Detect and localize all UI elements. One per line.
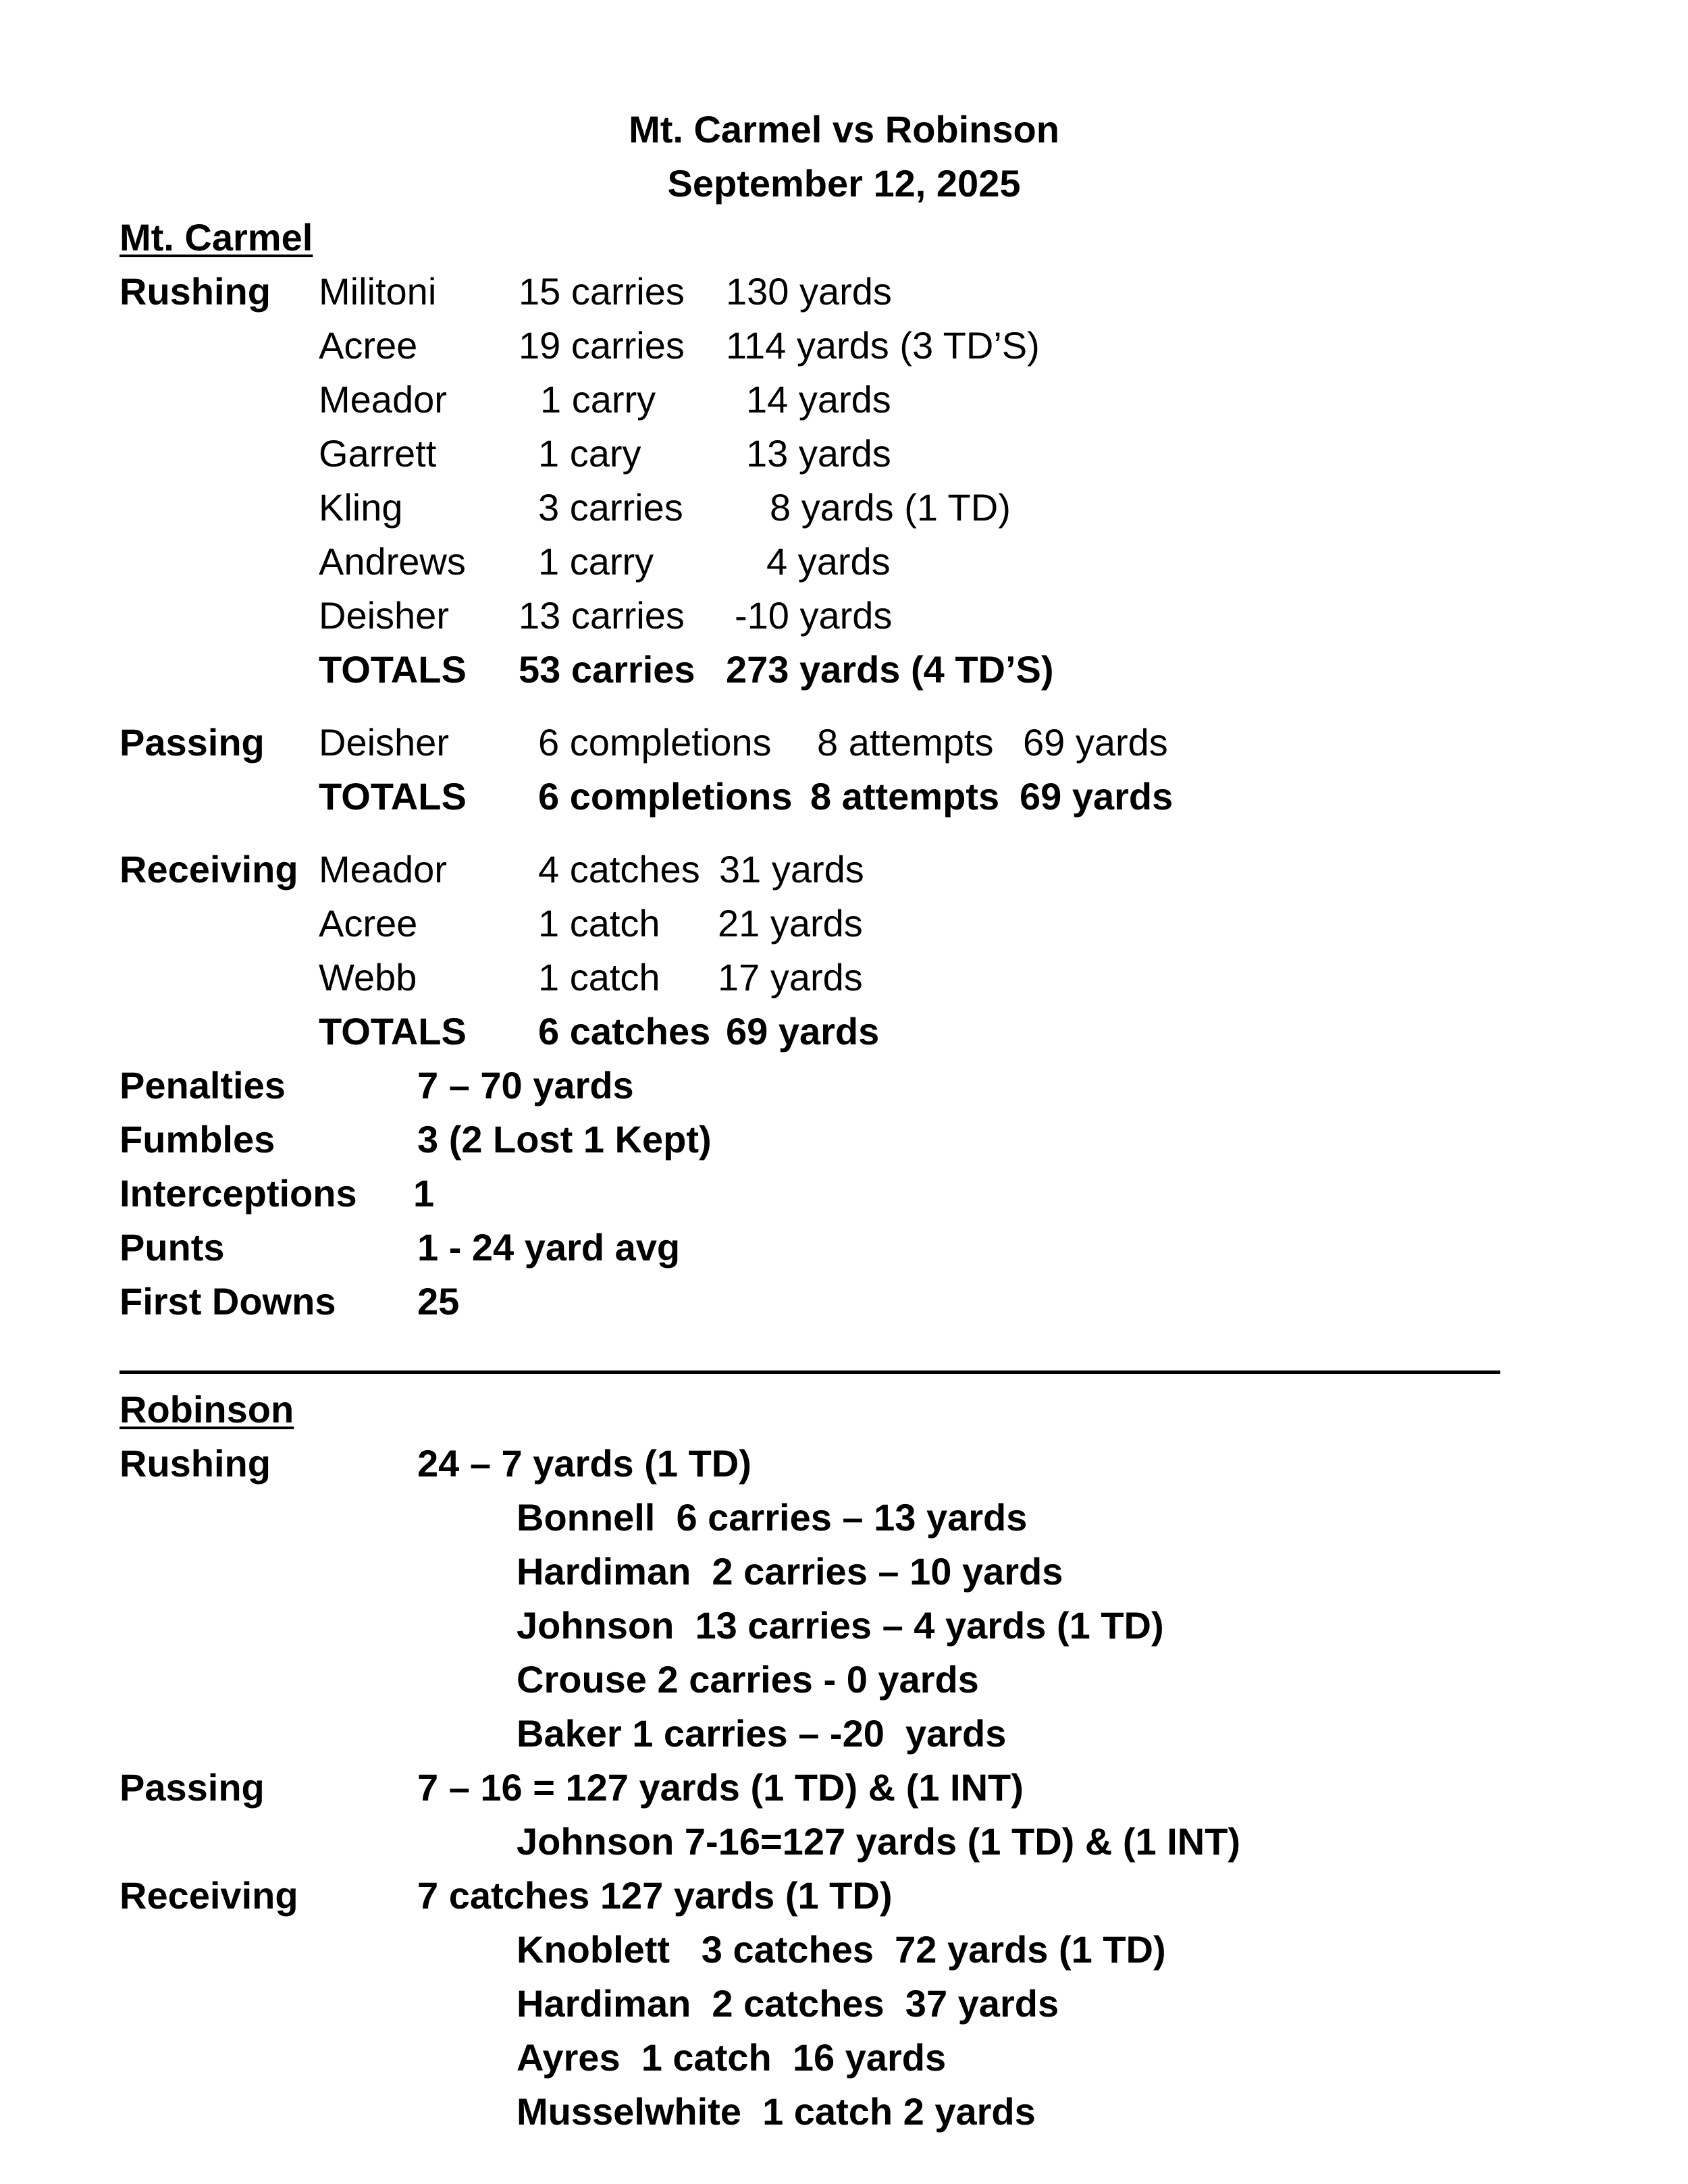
receiving-player-name: Webb xyxy=(319,956,417,998)
rushing-player-name: Garrett xyxy=(319,432,437,475)
section-label-rushing: Rushing xyxy=(120,270,271,313)
passing-player-name: Deisher xyxy=(319,721,449,764)
rushing-player-yards: -10 yards xyxy=(735,594,893,637)
summary-label: First Downs xyxy=(120,1280,336,1323)
rushing-player-name: Militoni xyxy=(319,270,437,313)
passing-summary: 7 – 16 = 127 yards (1 TD) & (1 INT) xyxy=(417,1766,1024,1809)
rushing-player-name: Deisher xyxy=(319,594,449,637)
team-heading-robinson: Robinson xyxy=(120,1388,294,1431)
receiving-player-line: Ayres 1 catch 16 yards xyxy=(517,2036,947,2079)
receiving-player-yards: 17 yards xyxy=(718,956,863,998)
team-heading-mt-carmel: Mt. Carmel xyxy=(120,216,313,259)
receiving-player-name: Acree xyxy=(319,902,418,944)
summary-value: 1 - 24 yard avg xyxy=(417,1226,681,1269)
summary-value: 3 (2 Lost 1 Kept) xyxy=(417,1118,712,1161)
rushing-player-yards: 4 yards xyxy=(766,540,891,583)
rushing-player-yards: 8 yards (1 TD) xyxy=(770,486,1011,529)
rushing-totals-label: TOTALS xyxy=(319,648,467,691)
rushing-player-carries: 3 carries xyxy=(538,486,683,529)
passing-player-attempts: 8 attempts xyxy=(817,721,994,764)
section-divider xyxy=(120,1370,1500,1374)
receiving-player-line: Hardiman 2 catches 37 yards xyxy=(517,1982,1059,2025)
passing-totals-label: TOTALS xyxy=(319,775,467,818)
section-label-receiving: Receiving xyxy=(120,848,298,890)
receiving-player-yards: 21 yards xyxy=(718,902,863,944)
receiving-totals-label: TOTALS xyxy=(319,1010,467,1053)
passing-totals-yards: 69 yards xyxy=(1020,775,1173,818)
game-date: September 12, 2025 xyxy=(667,162,1021,205)
summary-label: Punts xyxy=(120,1226,225,1269)
summary-label: Penalties xyxy=(120,1064,286,1107)
receiving-summary: 7 catches 127 yards (1 TD) xyxy=(417,1874,893,1917)
receiving-player-yards: 31 yards xyxy=(719,848,864,890)
passing-player-completions: 6 completions xyxy=(538,721,772,764)
section-label-passing: Passing xyxy=(120,721,265,764)
receiving-player-catches: 1 catch xyxy=(538,902,660,944)
summary-value: 25 xyxy=(417,1280,460,1323)
rushing-player-carries: 1 carry xyxy=(540,378,656,421)
receiving-player-line: Musselwhite 1 catch 2 yards xyxy=(517,2090,1036,2133)
receiving-player-catches: 4 catches xyxy=(538,848,700,890)
rushing-player-name: Acree xyxy=(319,324,418,367)
summary-value: 7 – 70 yards xyxy=(417,1064,634,1107)
rushing-player-line: Bonnell 6 carries – 13 yards xyxy=(517,1496,1028,1539)
passing-totals-completions: 6 completions xyxy=(538,775,793,818)
rushing-player-name: Meador xyxy=(319,378,447,421)
receiving-totals-yards: 69 yards xyxy=(726,1010,880,1053)
rushing-player-yards: 130 yards xyxy=(726,270,892,313)
rushing-player-carries: 13 carries xyxy=(519,594,685,637)
rushing-player-carries: 1 carry xyxy=(538,540,654,583)
summary-label: Interceptions xyxy=(120,1172,357,1215)
rushing-player-carries: 1 cary xyxy=(538,432,641,475)
rushing-player-line: Crouse 2 carries - 0 yards xyxy=(517,1658,979,1701)
rushing-player-yards: 14 yards xyxy=(746,378,891,421)
passing-player-line: Johnson 7-16=127 yards (1 TD) & (1 INT) xyxy=(517,1820,1241,1863)
section-label-rushing: Rushing xyxy=(120,1442,271,1485)
passing-totals-attempts: 8 attempts xyxy=(810,775,1000,818)
summary-value: 1 xyxy=(413,1172,435,1215)
rushing-totals-carries: 53 carries xyxy=(519,648,695,691)
rushing-player-carries: 15 carries xyxy=(519,270,685,313)
rushing-player-line: Johnson 13 carries – 4 yards (1 TD) xyxy=(517,1604,1164,1647)
receiving-totals-catches: 6 catches xyxy=(538,1010,711,1053)
receiving-player-name: Meador xyxy=(319,848,447,890)
rushing-summary: 24 – 7 yards (1 TD) xyxy=(417,1442,751,1485)
section-label-passing: Passing xyxy=(120,1766,265,1809)
section-label-receiving: Receiving xyxy=(120,1874,298,1917)
rushing-totals-yards: 273 yards (4 TD’S) xyxy=(726,648,1054,691)
receiving-player-catches: 1 catch xyxy=(538,956,660,998)
rushing-player-name: Kling xyxy=(319,486,403,529)
summary-label: Fumbles xyxy=(120,1118,275,1161)
receiving-player-line: Knoblett 3 catches 72 yards (1 TD) xyxy=(517,1928,1166,1971)
rushing-player-yards: 13 yards xyxy=(746,432,891,475)
rushing-player-line: Baker 1 carries – -20 yards xyxy=(517,1712,1007,1755)
rushing-player-carries: 19 carries xyxy=(519,324,685,367)
rushing-player-line: Hardiman 2 carries – 10 yards xyxy=(517,1550,1063,1593)
page-title: Mt. Carmel vs Robinson xyxy=(629,108,1059,151)
rushing-player-name: Andrews xyxy=(319,540,466,583)
passing-player-yards: 69 yards xyxy=(1023,721,1168,764)
rushing-player-yards: 114 yards (3 TD’S) xyxy=(726,324,1040,367)
